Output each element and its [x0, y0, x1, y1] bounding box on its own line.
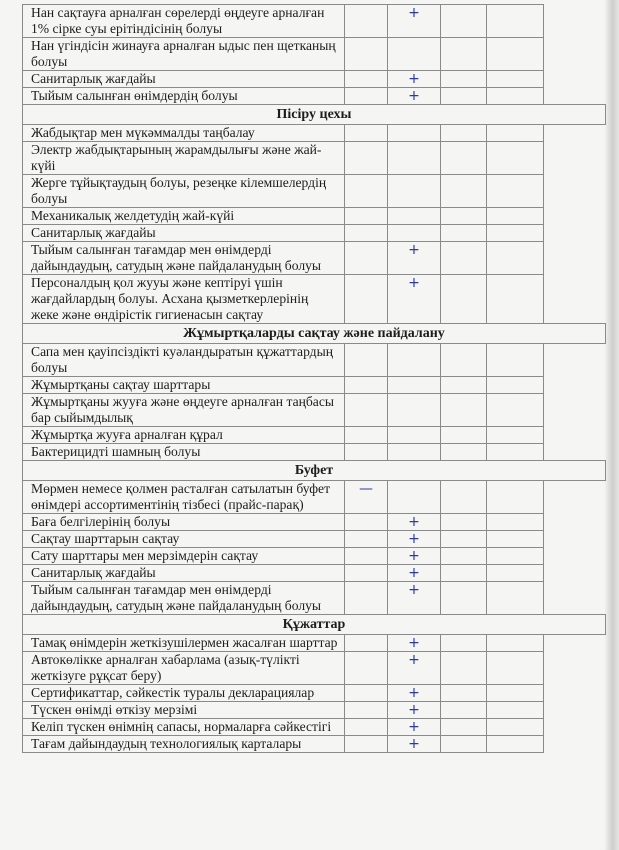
mark-cell — [345, 5, 388, 38]
mark-cell — [487, 652, 544, 685]
mark-cell — [388, 142, 441, 175]
criterion-text: Санитарлық жағдайы — [23, 565, 345, 582]
mark-cell — [487, 565, 544, 582]
mark-cell — [487, 719, 544, 736]
checklist-row — [23, 344, 606, 377]
section-title: Буфет — [23, 461, 606, 481]
criterion-text: Түскен өнімді өткізу мерзімі — [23, 702, 345, 719]
criterion-text: Мөрмен немесе қолмен расталған сатылатын буфет өнімдері ассортиментінің тізбесі (прайс-парақ) — [23, 481, 345, 514]
mark-cell — [388, 5, 441, 38]
mark-cell — [388, 38, 441, 71]
checklist-row — [23, 531, 606, 548]
mark-cell — [487, 377, 544, 394]
mark-cell — [487, 71, 544, 88]
handwritten-mark: — — [359, 481, 373, 497]
mark-cell — [345, 736, 388, 753]
mark-cell — [441, 175, 487, 208]
mark-cell — [388, 275, 441, 324]
criterion-text: Нан сақтауға арналған сөрелерді өңдеуге арналған 1% сірке суы ерітіндісінің болуы — [23, 5, 345, 38]
mark-cell — [388, 444, 441, 461]
handwritten-mark: + — [408, 5, 420, 21]
mark-cell — [345, 88, 388, 105]
checklist-row — [23, 242, 606, 275]
mark-cell — [441, 242, 487, 275]
mark-cell — [345, 175, 388, 208]
mark-cell — [487, 394, 544, 427]
mark-cell — [441, 225, 487, 242]
mark-cell — [487, 208, 544, 225]
mark-cell — [345, 652, 388, 685]
checklist-row — [23, 565, 606, 582]
mark-cell — [345, 531, 388, 548]
criterion-text: Санитарлық жағдайы — [23, 225, 345, 242]
mark-cell — [441, 531, 487, 548]
handwritten-mark: + — [408, 652, 420, 668]
checklist-row — [23, 427, 606, 444]
criterion-text: Сапа мен қауіпсіздікті куәландыратын құжаттардың болуы — [23, 344, 345, 377]
mark-cell — [345, 565, 388, 582]
mark-cell — [388, 208, 441, 225]
mark-cell — [441, 344, 487, 377]
checklist-row — [23, 175, 606, 208]
section-header-row — [23, 324, 606, 344]
checklist-row — [23, 444, 606, 461]
mark-cell — [441, 565, 487, 582]
mark-cell — [345, 71, 388, 88]
mark-cell — [487, 444, 544, 461]
mark-cell — [441, 142, 487, 175]
mark-cell — [487, 531, 544, 548]
criterion-text: Тыйым салынған тағамдар мен өнімдерді дайындаудың, сатудың және пайдаланудың болуы — [23, 242, 345, 275]
criterion-text: Жерге тұйықтаудың болуы, резеңке кілемшелердің болуы — [23, 175, 345, 208]
criterion-text: Тамақ өнімдерін жеткізушілермен жасалған шарттар — [23, 635, 345, 652]
mark-cell — [345, 685, 388, 702]
mark-cell — [441, 444, 487, 461]
mark-cell — [345, 635, 388, 652]
mark-cell — [441, 548, 487, 565]
section-header-row — [23, 105, 606, 125]
checklist-row — [23, 88, 606, 105]
inspection-checklist-table — [22, 4, 606, 753]
mark-cell — [487, 736, 544, 753]
mark-cell — [441, 208, 487, 225]
mark-cell — [388, 685, 441, 702]
mark-cell — [388, 377, 441, 394]
handwritten-mark: + — [408, 548, 420, 564]
mark-cell — [487, 242, 544, 275]
mark-cell — [441, 736, 487, 753]
mark-cell — [487, 275, 544, 324]
mark-cell — [345, 225, 388, 242]
checklist-row — [23, 125, 606, 142]
criterion-text: Сақтау шарттарын сақтау — [23, 531, 345, 548]
mark-cell — [345, 481, 388, 514]
mark-cell — [441, 702, 487, 719]
mark-cell — [388, 125, 441, 142]
mark-cell — [487, 635, 544, 652]
checklist-row — [23, 5, 606, 38]
mark-cell — [388, 225, 441, 242]
checklist-row — [23, 582, 606, 615]
mark-cell — [388, 635, 441, 652]
mark-cell — [388, 514, 441, 531]
mark-cell — [487, 481, 544, 514]
handwritten-mark: + — [408, 582, 420, 598]
mark-cell — [487, 548, 544, 565]
mark-cell — [388, 88, 441, 105]
criterion-text: Электр жабдықтарының жарамдылығы және жай-күйі — [23, 142, 345, 175]
criterion-text: Нан үгіндісін жинауға арналған ыдыс пен щетканың болуы — [23, 38, 345, 71]
handwritten-mark: + — [408, 531, 420, 547]
criterion-text: Тыйым салынған өнімдердің болуы — [23, 88, 345, 105]
criterion-text: Сертификаттар, сәйкестік туралы декларациялар — [23, 685, 345, 702]
mark-cell — [487, 702, 544, 719]
checklist-row — [23, 377, 606, 394]
mark-cell — [441, 275, 487, 324]
mark-cell — [345, 275, 388, 324]
criterion-text: Механикалық желдетудің жай-күйі — [23, 208, 345, 225]
mark-cell — [441, 427, 487, 444]
mark-cell — [388, 175, 441, 208]
handwritten-mark: + — [408, 736, 420, 752]
mark-cell — [487, 5, 544, 38]
mark-cell — [388, 427, 441, 444]
checklist-row — [23, 635, 606, 652]
checklist-row — [23, 736, 606, 753]
mark-cell — [487, 427, 544, 444]
mark-cell — [487, 685, 544, 702]
checklist-row — [23, 275, 606, 324]
checklist-row — [23, 71, 606, 88]
checklist-row — [23, 702, 606, 719]
section-title: Жұмыртқаларды сақтау және пайдалану — [23, 324, 606, 344]
criterion-text: Сату шарттары мен мерзімдерін сақтау — [23, 548, 345, 565]
mark-cell — [441, 377, 487, 394]
handwritten-mark: + — [408, 685, 420, 701]
mark-cell — [345, 242, 388, 275]
criterion-text: Жұмыртқа жууға арналған құрал — [23, 427, 345, 444]
handwritten-mark: + — [408, 635, 420, 651]
mark-cell — [388, 702, 441, 719]
mark-cell — [388, 736, 441, 753]
handwritten-mark: + — [408, 565, 420, 581]
criterion-text: Келіп түскен өнімнің сапасы, нормаларға сәйкестігі — [23, 719, 345, 736]
mark-cell — [345, 582, 388, 615]
mark-cell — [441, 514, 487, 531]
checklist-row — [23, 38, 606, 71]
criterion-text: Жабдықтар мен мүкәммалды таңбалау — [23, 125, 345, 142]
mark-cell — [345, 719, 388, 736]
mark-cell — [388, 242, 441, 275]
mark-cell — [388, 531, 441, 548]
mark-cell — [441, 125, 487, 142]
mark-cell — [487, 125, 544, 142]
section-header-row — [23, 461, 606, 481]
mark-cell — [487, 88, 544, 105]
mark-cell — [388, 394, 441, 427]
mark-cell — [345, 514, 388, 531]
handwritten-mark: + — [408, 514, 420, 530]
criterion-text: Персоналдың қол жууы және кептіруі үшін жағдайлардың болуы. Асхана қызметкерлерінің жеке және өндірістік гигиенасын сақтау — [23, 275, 345, 324]
criterion-text: Санитарлық жағдайы — [23, 71, 345, 88]
mark-cell — [487, 175, 544, 208]
mark-cell — [388, 481, 441, 514]
mark-cell — [441, 394, 487, 427]
mark-cell — [345, 344, 388, 377]
section-title: Құжаттар — [23, 615, 606, 635]
mark-cell — [345, 38, 388, 71]
checklist-row — [23, 685, 606, 702]
mark-cell — [345, 125, 388, 142]
criterion-text: Жұмыртқаны жууға және өңдеуге арналған таңбасы бар сыйымдылық — [23, 394, 345, 427]
mark-cell — [487, 225, 544, 242]
mark-cell — [487, 344, 544, 377]
checklist-row — [23, 719, 606, 736]
handwritten-mark: + — [408, 702, 420, 718]
handwritten-mark: + — [408, 719, 420, 735]
handwritten-mark: + — [408, 88, 420, 104]
criterion-text: Тағам дайындаудың технологиялық карталары — [23, 736, 345, 753]
mark-cell — [388, 548, 441, 565]
checklist-row — [23, 394, 606, 427]
section-title: Пісіру цехы — [23, 105, 606, 125]
checklist-row — [23, 548, 606, 565]
mark-cell — [441, 652, 487, 685]
mark-cell — [487, 514, 544, 531]
criterion-text: Жұмыртқаны сақтау шарттары — [23, 377, 345, 394]
mark-cell — [345, 394, 388, 427]
handwritten-mark: + — [408, 71, 420, 87]
handwritten-mark: + — [408, 275, 420, 291]
page-edge-shadow — [605, 0, 619, 850]
criterion-text: Баға белгілерінің болуы — [23, 514, 345, 531]
criterion-text: Бактерицидті шамның болуы — [23, 444, 345, 461]
mark-cell — [441, 88, 487, 105]
mark-cell — [487, 582, 544, 615]
mark-cell — [441, 5, 487, 38]
mark-cell — [345, 548, 388, 565]
checklist-row — [23, 208, 606, 225]
criterion-text: Тыйым салынған тағамдар мен өнімдерді дайындаудың, сатудың және пайдаланудың болуы — [23, 582, 345, 615]
mark-cell — [441, 38, 487, 71]
mark-cell — [388, 71, 441, 88]
criterion-text: Автокөлікке арналған хабарлама (азық-түлікті жеткізуге рұқсат беру) — [23, 652, 345, 685]
mark-cell — [345, 142, 388, 175]
mark-cell — [441, 71, 487, 88]
mark-cell — [441, 719, 487, 736]
mark-cell — [345, 208, 388, 225]
checklist-row — [23, 225, 606, 242]
mark-cell — [388, 344, 441, 377]
mark-cell — [441, 685, 487, 702]
mark-cell — [388, 565, 441, 582]
mark-cell — [388, 719, 441, 736]
mark-cell — [441, 481, 487, 514]
section-header-row — [23, 615, 606, 635]
mark-cell — [345, 444, 388, 461]
mark-cell — [345, 377, 388, 394]
checklist-row — [23, 514, 606, 531]
mark-cell — [388, 582, 441, 615]
mark-cell — [441, 635, 487, 652]
mark-cell — [345, 427, 388, 444]
checklist-row — [23, 142, 606, 175]
checklist-row — [23, 652, 606, 685]
mark-cell — [388, 652, 441, 685]
mark-cell — [345, 702, 388, 719]
handwritten-mark: + — [408, 242, 420, 258]
mark-cell — [487, 38, 544, 71]
checklist-row — [23, 481, 606, 514]
mark-cell — [487, 142, 544, 175]
mark-cell — [441, 582, 487, 615]
